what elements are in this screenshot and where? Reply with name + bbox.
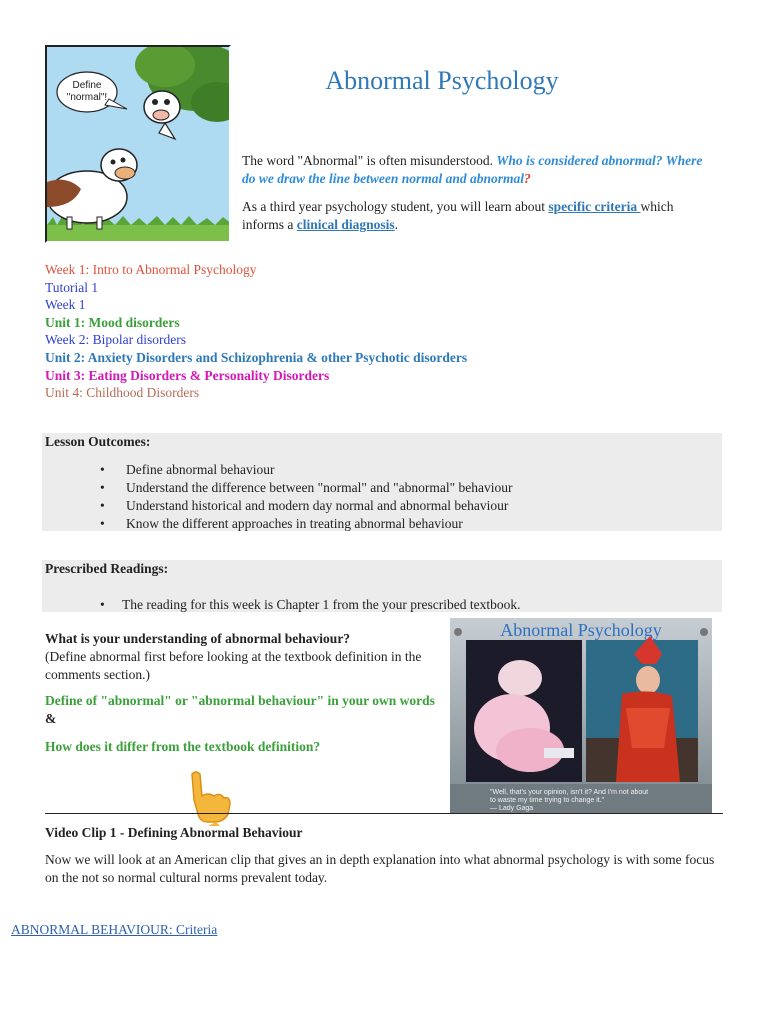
intro-question: Who is considered abnormal? Where do we draw the line between normal and abnormal [242, 153, 703, 186]
readings-list [100, 596, 521, 614]
intro-p2-before: As a third year psychology student, you will learn about [242, 199, 549, 214]
intro-text [242, 152, 712, 244]
outcomes-list [100, 461, 513, 533]
week-list [45, 261, 605, 402]
intro-paragraph-2 [242, 198, 712, 234]
intro-p2-middle: which informs a [242, 199, 674, 232]
intro-p2-end: . [394, 217, 399, 232]
specific-criteria-link[interactable]: specific criteria [548, 199, 641, 214]
clinical-diagnosis-link[interactable]: clinical diagnosis [296, 217, 395, 232]
prompt-amp: & [45, 711, 57, 726]
prompt-1-text: Define of "abnormal" or "abnormal behaviour" in your own words [45, 693, 435, 708]
intro-plain: The word "Abnormal" is often misunderstood. [242, 153, 497, 168]
page-title: Abnormal Psychology [325, 66, 559, 95]
week-list-item: Unit 1: Mood disorders [45, 314, 180, 330]
list-item: • Define abnormal behaviour [100, 461, 513, 479]
question-heading: What is your understanding of abnormal behaviour? [45, 631, 351, 646]
cartoon-image [45, 45, 231, 243]
svg-text:"normal"!: "normal"! [66, 92, 108, 103]
pointing-hand-icon [186, 770, 234, 826]
divider [45, 813, 723, 814]
list-item: • Know the different approaches in treating abnormal behaviour [100, 515, 513, 533]
week-list-item: Tutorial 1 [45, 279, 99, 295]
video-heading: Video Clip 1 - Defining Abnormal Behaviour [45, 825, 303, 840]
criteria-link[interactable]: ABNORMAL BEHAVIOUR: Criteria [11, 922, 218, 937]
week-list-item: Week 1: Intro to Abnormal Psychology [45, 262, 257, 277]
week-list-item: Week 2: Bipolar disorders [45, 332, 187, 348]
question-block [45, 630, 445, 756]
poster-quote-author: — Lady Gaga [490, 805, 534, 812]
list-item: • The reading for this week is Chapter 1 from the your prescribed textbook. [100, 596, 521, 614]
cartoon-cows-icon [47, 47, 231, 243]
intro-question-mark: ? [524, 171, 531, 186]
poster-quote-line-1: "Well, that's your opinion, isn't it? And I'm not about [490, 789, 649, 796]
list-item: • Understand the difference between "normal" and "abnormal" behaviour [100, 479, 513, 497]
week-list-item: Unit 3: Eating Disorders & Personality Disorders [45, 367, 330, 383]
lady-gaga-poster [450, 618, 712, 814]
question-note: (Define abnormal first before looking at the textbook definition in the comments section.) [45, 649, 422, 682]
intro-paragraph-1 [242, 152, 712, 188]
readings-heading: Prescribed Readings: [45, 561, 169, 576]
video-description: Now we will look at an American clip that gives an in depth explanation into what abnormal psychology is with some focus on the not so normal cultural norms prevalent today. [45, 852, 715, 885]
poster-title: Abnormal Psychology [500, 620, 662, 640]
poster-quote-line-2: to waste my time trying to change it." [490, 797, 605, 804]
question-prompt-1 [45, 692, 445, 728]
week-list-item: Unit 2: Anxiety Disorders and Schizophrenia & other Psychotic disorders [45, 349, 468, 365]
svg-text:Define: Define [72, 80, 102, 91]
outcomes-heading: Lesson Outcomes: [45, 434, 151, 449]
list-item: • Understand historical and modern day normal and abnormal behaviour [100, 497, 513, 515]
week-list-item: Unit 4: Childhood Disorders [45, 385, 200, 401]
week-list-item: Week 1 [45, 297, 86, 313]
question-prompt-2: How does it differ from the textbook definition? [45, 739, 321, 754]
